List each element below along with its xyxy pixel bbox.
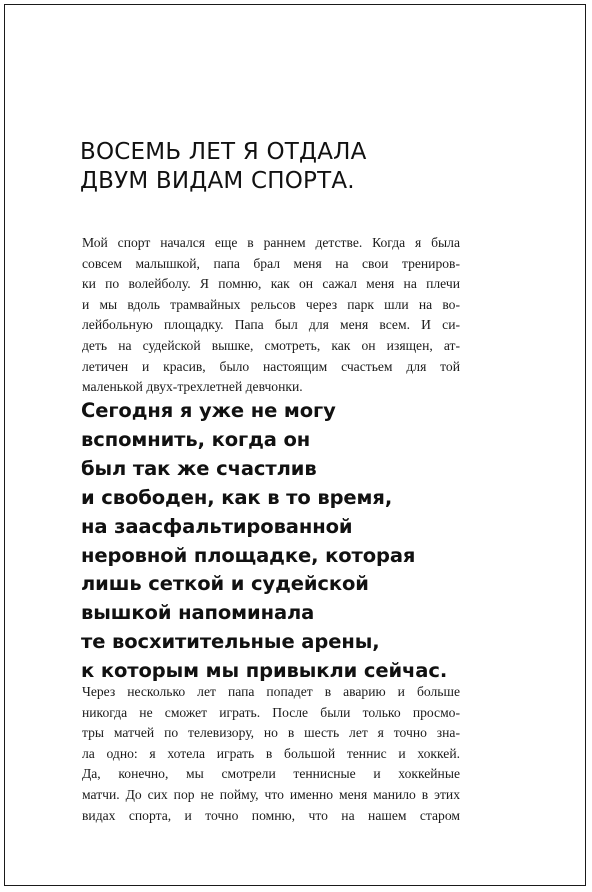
quote-line: и свободен, как в то время,	[81, 485, 393, 509]
heading-line: ВОСЕМЬ ЛЕТ Я ОТДАЛА	[80, 139, 367, 165]
quote-line: к которым мы привыкли сейчас.	[81, 659, 448, 683]
text-line: деть на судейской вышке, смотреть, как он изящен, ат-	[82, 337, 460, 353]
text-line: никогда не сможет играть. После были только просмо-	[82, 704, 460, 720]
text-line: и мы вдоль трамвайных рельсов через парк шли на во-	[82, 296, 460, 312]
text-line: маленькой двух-трехлетней девчонки.	[82, 379, 303, 395]
text-line: ки по волейболу. Я помню, как он сажал меня на плечи	[82, 276, 460, 292]
text-line: ла одно: я хотела играть в большой теннис и хоккей.	[82, 745, 460, 761]
quote-line: вспомнить, когда он	[81, 427, 311, 451]
quote-line: те восхитительные арены,	[81, 630, 380, 654]
quote-line: лишь сеткой и судейской	[81, 572, 369, 596]
chapter-heading	[80, 138, 367, 196]
text-line: Да, конечно, мы смотрели теннисные и хоккейные	[82, 766, 460, 782]
quote-line: вышкой напоминала	[81, 601, 315, 625]
text-line: Через несколько лет папа попадет в аварию и больше	[82, 684, 460, 699]
text-line: матчи. До сих пор не пойму, что именно меня манило в этих	[82, 786, 460, 802]
pull-quote	[81, 397, 447, 686]
paragraph-2	[82, 682, 460, 826]
heading-line: ДВУМ ВИДАМ СПОРТА.	[80, 168, 355, 194]
text-line: видах спорта, и точно помню, что на нашем старом	[82, 807, 460, 823]
quote-line: неровной площадке, которая	[81, 543, 416, 567]
text-line: совсем малышкой, папа брал меня на свои трениров-	[82, 255, 460, 271]
paragraph-1	[82, 233, 460, 398]
text-line: лейбольную площадку. Папа был для меня всем. И си-	[82, 317, 460, 333]
quote-line: был так же счастлив	[81, 456, 317, 480]
text-line: тры матчей по телевизору, но в шесть лет я точно зна-	[82, 725, 460, 741]
quote-line: на заасфальтированной	[81, 514, 353, 538]
text-line: Мой спорт начался еще в раннем детстве. Когда я была	[82, 235, 460, 250]
text-line: летичен и красив, было настоящим счастьем для той	[82, 358, 460, 374]
quote-line: Сегодня я уже не могу	[81, 399, 336, 422]
